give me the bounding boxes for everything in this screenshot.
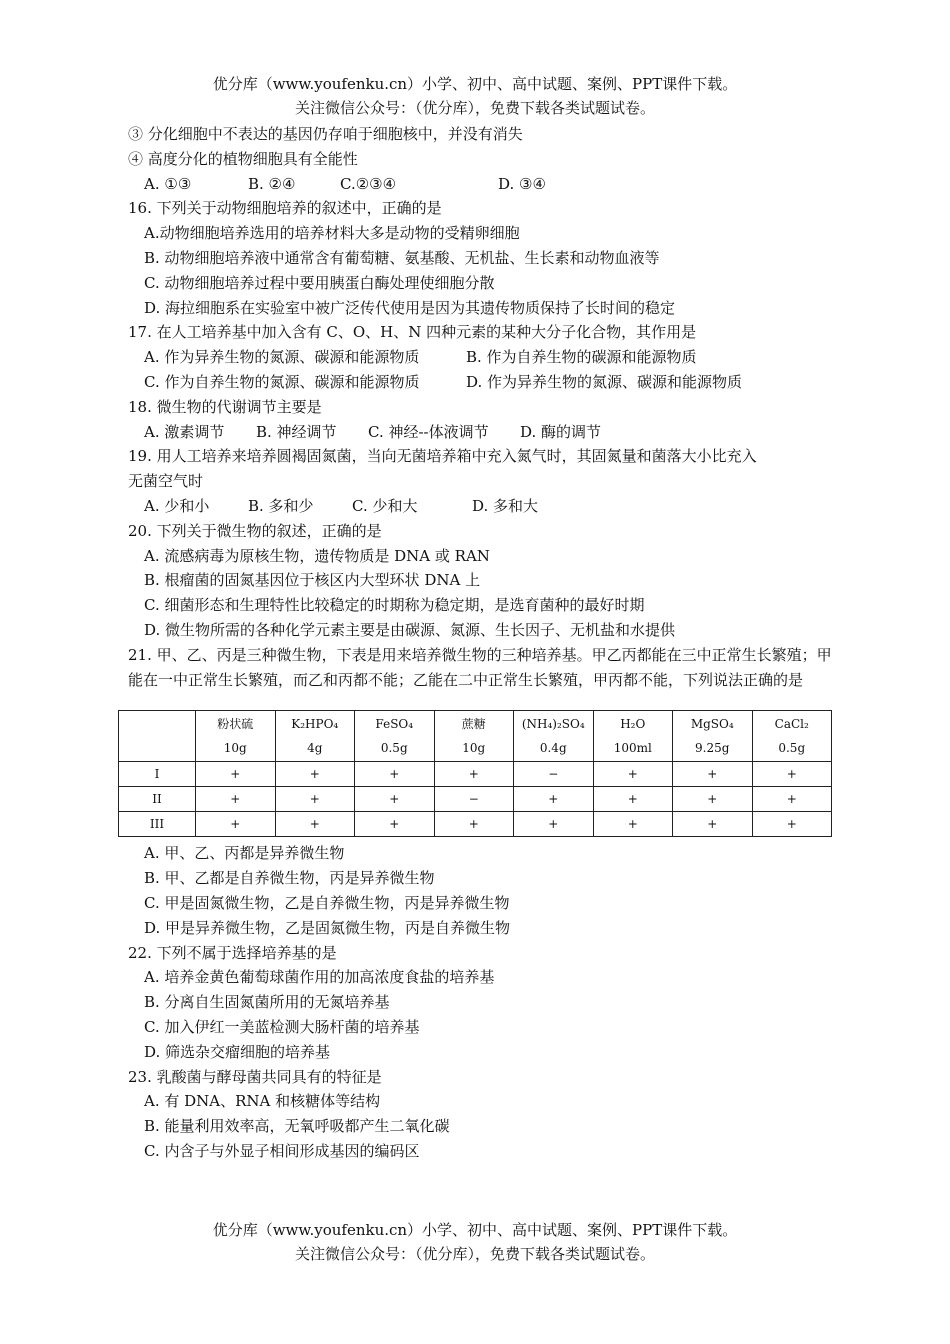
q15-option-b: B. ②④ <box>248 174 296 193</box>
table-cell: + <box>275 787 355 812</box>
table-row <box>119 762 832 787</box>
table-cell: − <box>514 762 594 787</box>
footer-line-2: 关注微信公众号：（优分库），免费下载各类试题试卷。 <box>294 1245 655 1263</box>
culture-medium-table <box>118 710 832 837</box>
q23-stem: 23. 乳酸菌与酵母菌共同具有的特征是 <box>128 1067 382 1086</box>
q19-stem-line-1: 19. 用人工培养来培养圆褐固氮菌，当向无菌培养箱中充入氮气时，其固氮量和菌落大小比充入 <box>128 447 757 466</box>
q20-option-a: A. 流感病毒为原核生物，遗传物质是 DNA 或 RAN <box>144 546 490 565</box>
q19-option-d: D. 多和大 <box>472 496 539 515</box>
table-cell: + <box>593 787 673 812</box>
q19-stem-line-2: 无菌空气时 <box>128 472 204 491</box>
row-label: II <box>119 787 196 812</box>
table-cell: + <box>673 787 753 812</box>
q16-option-d: D. 海拉细胞系在实验室中被广泛传代使用是因为其遗传物质保持了长时间的稳定 <box>144 298 676 317</box>
table-cell: + <box>673 762 753 787</box>
q17-option-c: C. 作为自养生物的氮源、碳源和能源物质 <box>144 372 420 391</box>
table-cell: + <box>196 762 276 787</box>
q18-option-b: B. 神经调节 <box>256 422 337 441</box>
q22-option-b: B. 分离自生固氮菌所用的无氮培养基 <box>144 993 390 1012</box>
table-cell: − <box>434 787 514 812</box>
table-cell: + <box>514 787 594 812</box>
table-cell: + <box>514 812 594 837</box>
table-cell: + <box>196 812 276 837</box>
q23-option-b: B. 能量利用效率高，无氧呼吸都产生二氧化碳 <box>144 1117 450 1136</box>
table-cell: + <box>673 812 753 837</box>
table-cell: + <box>593 812 673 837</box>
q20-option-b: B. 根瘤菌的固氮基因位于核区内大型环状 DNA 上 <box>144 571 481 590</box>
table-corner-cell <box>119 711 196 762</box>
q15-option-d: D. ③④ <box>498 174 546 193</box>
table-header-row <box>119 711 832 762</box>
page-footer <box>0 1218 950 1266</box>
table-header-cell: 粉状硫 10g <box>196 711 276 762</box>
table-cell: + <box>355 812 435 837</box>
table-cell: + <box>593 762 673 787</box>
q18-stem: 18. 微生物的代谢调节主要是 <box>128 397 322 416</box>
q19-option-b: B. 多和少 <box>248 496 314 515</box>
q15-option-a: A. ①③ <box>144 174 192 193</box>
q19-option-c: C. 少和大 <box>352 496 418 515</box>
q15-statement-3: ③ 分化细胞中不表达的基因仍存咱于细胞核中，并没有消失 <box>128 125 523 143</box>
q17-stem: 17. 在人工培养基中加入含有 C、O、H、N 四种元素的某种大分子化合物，其作用是 <box>128 323 697 342</box>
q22-option-a: A. 培养金黄色葡萄球菌作用的加高浓度食盐的培养基 <box>144 968 495 987</box>
table-cell: + <box>752 812 832 837</box>
q19-option-a: A. 少和小 <box>144 496 210 515</box>
q18-option-d: D. 酶的调节 <box>520 422 602 441</box>
q18-options <box>128 420 838 445</box>
header-line-1: 优分库（www.youfenku.cn）小学、初中、高中试题、案例、PPT课件下载。 <box>212 75 738 93</box>
q16-option-c: C. 动物细胞培养过程中要用胰蛋白酶处理使细胞分散 <box>144 273 495 292</box>
table-cell: + <box>275 762 355 787</box>
table-cell: + <box>355 762 435 787</box>
table-cell: + <box>752 762 832 787</box>
q21-option-d: D. 甲是异养微生物，乙是固氮微生物，丙是自养微生物 <box>144 918 511 937</box>
q22-stem: 22. 下列不属于选择培养基的是 <box>128 943 337 962</box>
q23-option-a: A. 有 DNA、RNA 和核糖体等结构 <box>144 1092 381 1111</box>
q17-option-d: D. 作为异养生物的氮源、碳源和能源物质 <box>466 372 743 391</box>
q18-option-a: A. 激素调节 <box>144 422 225 441</box>
q15-statement-4: ④ 高度分化的植物细胞具有全能性 <box>128 149 358 168</box>
q17-options-row-2 <box>128 370 838 395</box>
q17-option-a: A. 作为异养生物的氮源、碳源和能源物质 <box>144 348 420 367</box>
row-label: I <box>119 762 196 787</box>
q23-option-c: C. 内含子与外显子相间形成基因的编码区 <box>144 1141 420 1160</box>
table-row <box>119 812 832 837</box>
q19-options <box>128 494 838 519</box>
q18-option-c: C. 神经--体液调节 <box>368 422 489 441</box>
table-cell: + <box>434 812 514 837</box>
q20-option-c: C. 细菌形态和生理特性比较稳定的时期称为稳定期，是选育菌种的最好时期 <box>144 596 645 615</box>
q21-option-a: A. 甲、乙、丙都是异养微生物 <box>144 844 345 863</box>
header-line-2: 关注微信公众号：（优分库），免费下载各类试题试卷。 <box>294 99 655 117</box>
table-cell: + <box>275 812 355 837</box>
table-cell: + <box>752 787 832 812</box>
table-header-cell: CaCl₂ 0.5g <box>752 711 832 762</box>
table-header-cell: 蔗糖 10g <box>434 711 514 762</box>
q17-options-row-1 <box>128 345 838 370</box>
q16-option-a: A.动物细胞培养选用的培养材料大多是动物的受精卵细胞 <box>144 224 520 243</box>
table-cell: + <box>196 787 276 812</box>
table-header-cell: H₂O 100ml <box>593 711 673 762</box>
q21-option-b: B. 甲、乙都是自养微生物，丙是异养微生物 <box>144 869 435 888</box>
q20-option-d: D. 微生物所需的各种化学元素主要是由碳源、氮源、生长因子、无机盐和水提供 <box>144 620 676 639</box>
table-header-cell: K₂HPO₄ 4g <box>275 711 355 762</box>
q20-stem: 20. 下列关于微生物的叙述，正确的是 <box>128 521 382 540</box>
q17-option-b: B. 作为自养生物的碳源和能源物质 <box>466 348 697 367</box>
q15-option-c: C.②③④ <box>340 174 397 193</box>
q22-option-c: C. 加入伊红一美蓝检测大肠杆菌的培养基 <box>144 1017 420 1036</box>
table-cell: + <box>355 787 435 812</box>
table-row <box>119 787 832 812</box>
q21-stem: 21. 甲、乙、丙是三种微生物，下表是用来培养微生物的三种培养基。甲乙丙都能在三中正常生长繁殖；甲能在一中正常生长繁殖，而乙和丙都不能；乙能在二中正常生长繁殖，甲丙都不能，下列说法正确的是 <box>128 645 832 689</box>
exam-content <box>128 122 838 1164</box>
q16-stem: 16. 下列关于动物细胞培养的叙述中，正确的是 <box>128 199 442 218</box>
table-header-cell: (NH₄)₂SO₄ 0.4g <box>514 711 594 762</box>
q21-option-c: C. 甲是固氮微生物，乙是自养微生物，丙是异养微生物 <box>144 893 510 912</box>
q22-option-d: D. 筛选杂交瘤细胞的培养基 <box>144 1042 331 1061</box>
row-label: III <box>119 812 196 837</box>
table-header-cell: MgSO₄ 9.25g <box>673 711 753 762</box>
page-header <box>0 72 950 120</box>
q15-options <box>128 172 838 197</box>
footer-line-1: 优分库（www.youfenku.cn）小学、初中、高中试题、案例、PPT课件下载。 <box>212 1221 738 1239</box>
table-cell: + <box>434 762 514 787</box>
table-header-cell: FeSO₄ 0.5g <box>355 711 435 762</box>
q16-option-b: B. 动物细胞培养液中通常含有葡萄糖、氨基酸、无机盐、生长素和动物血液等 <box>144 248 660 267</box>
